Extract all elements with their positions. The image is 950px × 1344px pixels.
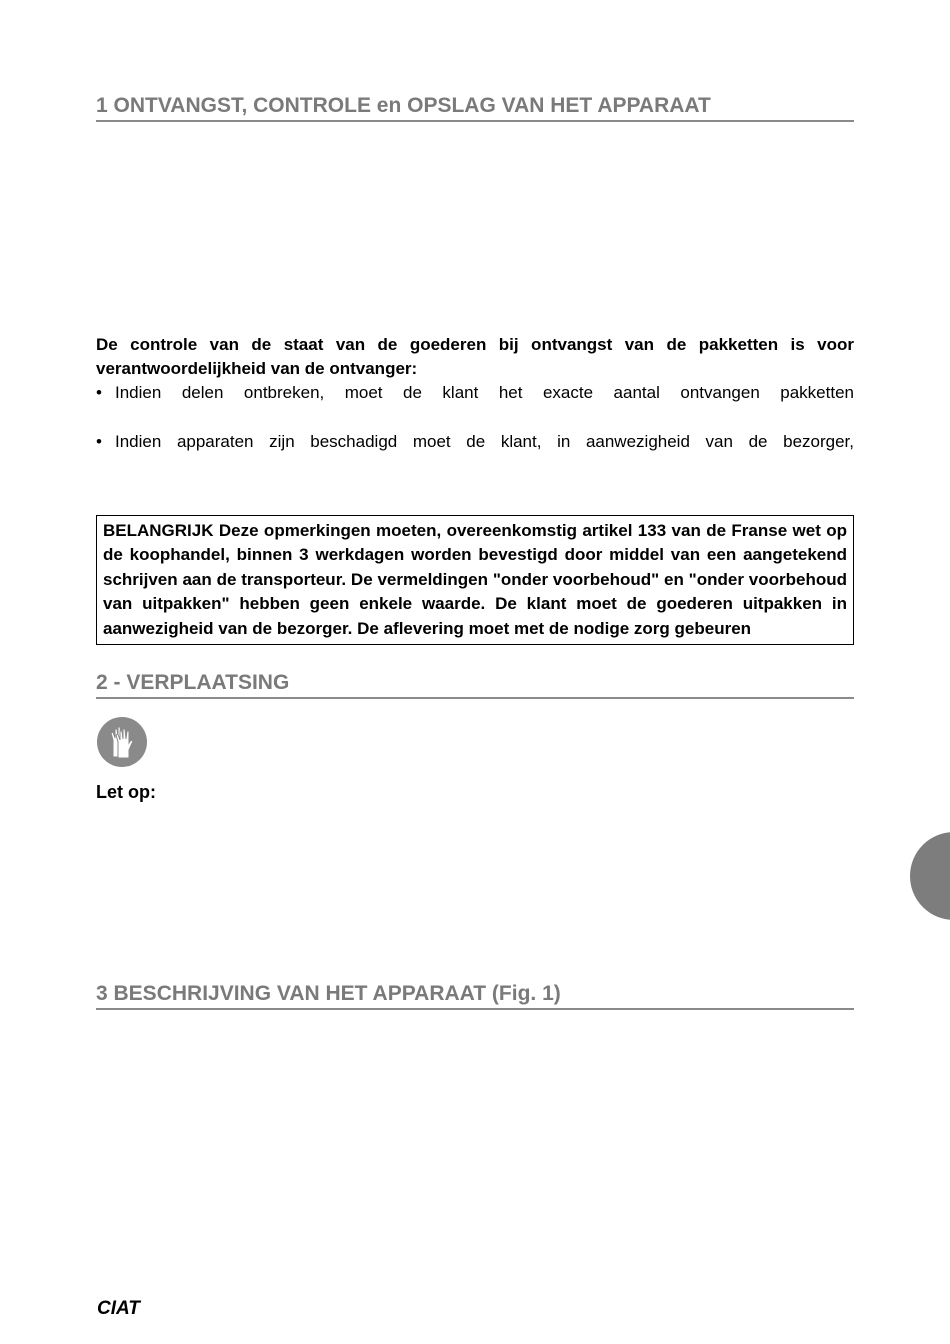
gloves-icon [96, 716, 148, 768]
bullet-damaged-units [96, 430, 854, 454]
bullet-symbol: • [96, 432, 102, 451]
bullet-missing-parts [96, 381, 854, 405]
bullet-text: Indien apparaten zijn beschadigd moet de klant, in aanwezigheid van de bezorger, [115, 432, 854, 451]
language-tab-marker [910, 832, 950, 920]
reception-intro: De controle van de staat van de goederen bij ontvangst van de pakketten is voor verantwoordelijkheid van de ontvanger: [96, 335, 854, 378]
bullet-symbol: • [96, 383, 102, 402]
section-title-moving: 2 - VERPLAATSING [96, 671, 854, 699]
important-notice-box: BELANGRIJK Deze opmerkingen moeten, overeenkomstig artikel 133 van de Franse wet op de koophandel, binnen 3 werkdagen worden bevestigd door middel van een aangetekend schrijven aan de transporteur. De vermeldingen "onder voorbehoud" en "onder voorbehoud van uitpakken" hebben geen enkele waarde. De klant moet de goederen uitpakken in aanwezigheid van de bezorger. De aflevering moet met de nodige zorg gebeuren [96, 515, 854, 645]
ciat-logo [96, 1296, 160, 1318]
logo-text: CIAT [97, 1298, 140, 1318]
section-title-description: 3 BESCHRIJVING VAN HET APPARAAT (Fig. 1) [96, 982, 854, 1010]
bullet-text: Indien delen ontbreken, moet de klant het exacte aantal ontvangen pakketten [115, 383, 854, 402]
section-title-reception: 1 ONTVANGST, CONTROLE en OPSLAG VAN HET APPARAAT [96, 94, 854, 122]
attention-label: Let op: [96, 782, 156, 802]
